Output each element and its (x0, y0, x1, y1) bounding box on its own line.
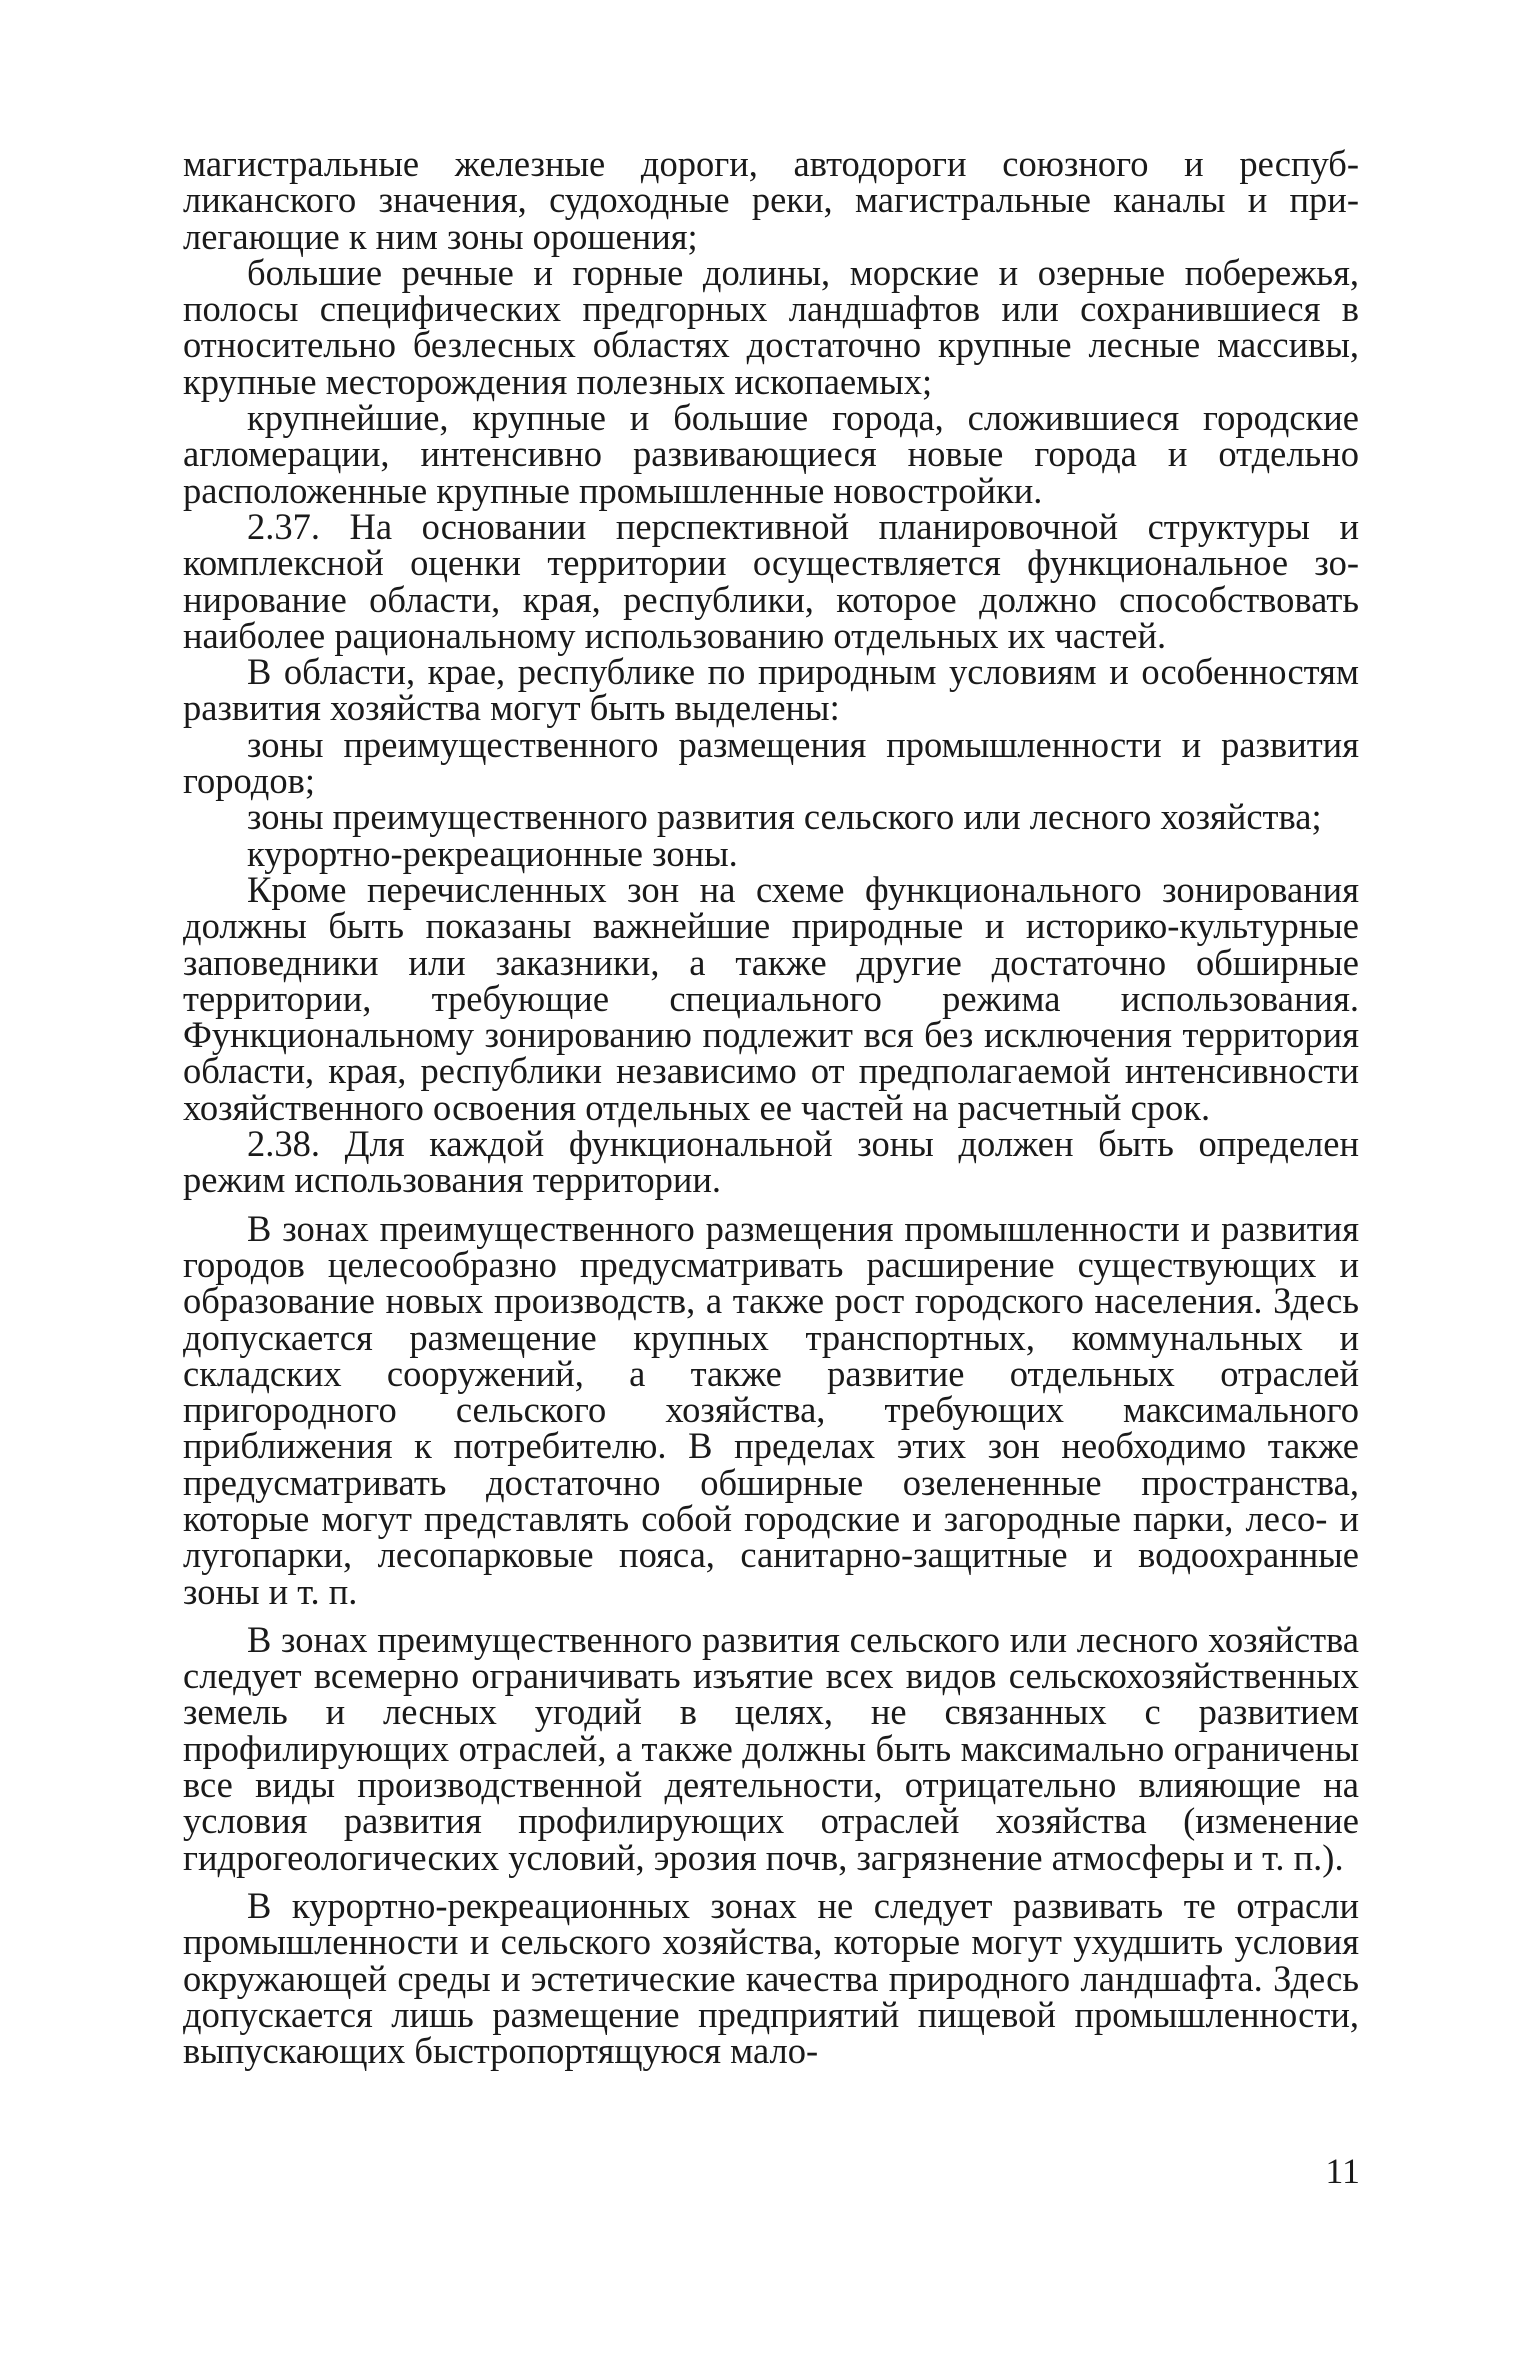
paragraph-valleys: большие речные и горные долины, морские и озерные побережья, полосы специфических предгорных ландшафтов или сохранившиеся в относительно безлесных областях достаточно крупные лесные массивы, крупные месторождения полезных ископаемых; (183, 251, 1359, 402)
list-item-recreational-zones: курортно-рекреационные зоны. (247, 832, 738, 874)
section-2-38: 2.38. Для каждой функциональной зоны должен быть определен режим использования территории. (183, 1123, 1359, 1201)
paragraph-industrial-zones: В зонах преимущественного размещения промышленности и развития городов целесообразно предусматривать расширение существующих и образование новых производств, а также рост городского населения. Здесь допускается размещение крупных транспортных, коммунальных и складских сооружений, а также развитие отдельных отраслей пригородного сельского хозяйства, требующих максимального приближения к потребителю. В пределах этих зон необходимо также предусматривать достаточно обширные озелененные пространства, которые могут представлять собой городские и загородные парки, лесо- и лугопарки, лесопарковые пояса, санитарно-защитные и водоохранные зоны и т. п. (183, 1207, 1359, 1612)
paragraph-zoning-scheme: Кроме перечисленных зон на схеме функционального зонирования должны быть показаны важнейшие природные и историко-культурные заповедники или заказники, а также другие достаточно обширные территории, требующие специального режима использования. Функциональному зонированию подлежит вся без исключения территория области, края, республики независимо от предполагаемой интенсивности хозяйственного освоения отдельных ее частей на расчетный срок. (183, 868, 1359, 1128)
paragraph-continuation: магистральные железные дороги, автодороги союзного и республиканского значения, судоходные реки, магистральные каналы и прилегающие к ним зоны орошения; (183, 143, 1359, 257)
list-item-industrial-zones: зоны преимущественного размещения промышленности и развития городов; (183, 723, 1359, 802)
section-2-37: 2.37. На основании перспективной планировочной структуры и комплексной оценки территории осуществляется функциональное зонирование области, края, республики, которое должно способствовать наиболее рациональному использованию отдельных их частей. (183, 505, 1359, 656)
paragraph-cities: крупнейшие, крупные и большие города, сложившиеся городские агломерации, интенсивно развивающиеся новые города и отдельно расположенные крупные промышленные новостройки. (183, 397, 1359, 511)
list-item-agricultural-zones: зоны преимущественного развития сельского или лесного хозяйства; (247, 796, 1322, 838)
page-number: 11 (1325, 2151, 1360, 2191)
page-body (183, 143, 1359, 2072)
paragraph-zones-intro: В области, крае, республике по природным условиям и особенностям развития хозяйства могут быть выделены: (183, 651, 1359, 729)
paragraph-agricultural-zones: В зонах преимущественного развития сельского или лесного хозяйства следует всемерно ограничивать изъятие всех видов сельскохозяйственных земель и лесных угодий в целях, не связанных с развитием профилирующих отраслей, а также должны быть максимально ограничены все виды производственной деятельности, отрицательно влияющие на условия развития профилирующих отраслей хозяйства (изменение гидрогеологических условий, эрозия почв, загрязнение атмосферы и т. п.). (183, 1618, 1359, 1878)
paragraph-recreational-zones: В курортно-рекреационных зонах не следует развивать те отрасли промышленности и сельского хозяйства, которые могут ухудшить условия окружающей среды и эстетические качества природного ландшафта. Здесь допускается лишь размещение предприятий пищевой промышленности, выпускающих быстропортящуюся мало- (183, 1884, 1359, 2072)
